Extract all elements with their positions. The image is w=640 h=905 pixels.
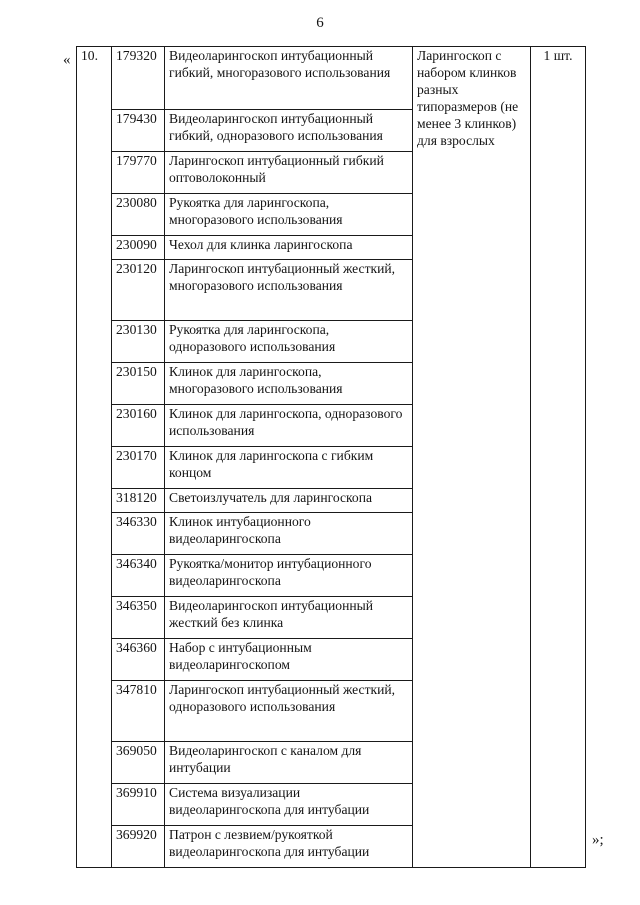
item-name: Видеоларингоскоп интубационный жесткий без клинка — [165, 597, 413, 639]
item-name: Клинок интубационного видеоларингоскопа — [165, 513, 413, 555]
item-code: 230160 — [112, 405, 165, 447]
item-code: 230170 — [112, 447, 165, 489]
item-name: Рукоятка/монитор интубационного видеоларингоскопа — [165, 555, 413, 597]
equipment-table — [76, 46, 586, 868]
item-name: Видеоларингоскоп интубационный гибкий, многоразового использования — [165, 47, 413, 110]
item-name: Чехол для клинка ларингоскопа — [165, 236, 413, 260]
equipment-group-name: Ларингоскоп с набором клинков разных типоразмеров (не менее 3 клинков) для взрослых — [413, 47, 531, 868]
equipment-table-body — [77, 47, 586, 868]
item-code: 347810 — [112, 681, 165, 742]
item-name: Рукоятка для ларингоскопа, одноразового использования — [165, 321, 413, 363]
item-code: 179770 — [112, 152, 165, 194]
item-name: Ларингоскоп интубационный гибкий оптоволоконный — [165, 152, 413, 194]
item-name: Рукоятка для ларингоскопа, многоразового использования — [165, 194, 413, 236]
item-code: 346340 — [112, 555, 165, 597]
row-number: 10. — [77, 47, 112, 868]
item-code: 318120 — [112, 489, 165, 513]
quantity: 1 шт. — [531, 47, 586, 868]
opening-quote-mark: « — [63, 52, 71, 68]
item-code: 230150 — [112, 363, 165, 405]
item-name: Ларингоскоп интубационный жесткий, одноразового использования — [165, 681, 413, 742]
closing-quote-mark: »; — [592, 832, 604, 848]
item-code: 179430 — [112, 110, 165, 152]
item-code: 346330 — [112, 513, 165, 555]
table-row — [77, 47, 586, 110]
item-code: 369910 — [112, 784, 165, 826]
item-name: Система визуализации видеоларингоскопа для интубации — [165, 784, 413, 826]
item-name: Ларингоскоп интубационный жесткий, многоразового использования — [165, 260, 413, 321]
item-code: 230120 — [112, 260, 165, 321]
item-name: Клинок для ларингоскопа с гибким концом — [165, 447, 413, 489]
item-code: 369920 — [112, 826, 165, 868]
item-code: 346350 — [112, 597, 165, 639]
item-code: 346360 — [112, 639, 165, 681]
item-code: 369050 — [112, 742, 165, 784]
item-name: Клинок для ларингоскопа, многоразового использования — [165, 363, 413, 405]
item-name: Видеоларингоскоп с каналом для интубации — [165, 742, 413, 784]
item-code: 179320 — [112, 47, 165, 110]
item-code: 230090 — [112, 236, 165, 260]
item-code: 230080 — [112, 194, 165, 236]
item-name: Светоизлучатель для ларингоскопа — [165, 489, 413, 513]
item-name: Видеоларингоскоп интубационный гибкий, одноразового использования — [165, 110, 413, 152]
item-name: Набор с интубационным видеоларингоскопом — [165, 639, 413, 681]
page-number: 6 — [316, 15, 324, 31]
item-name: Клинок для ларингоскопа, одноразового использования — [165, 405, 413, 447]
item-code: 230130 — [112, 321, 165, 363]
item-name: Патрон с лезвием/рукояткой видеоларингоскопа для интубации — [165, 826, 413, 868]
